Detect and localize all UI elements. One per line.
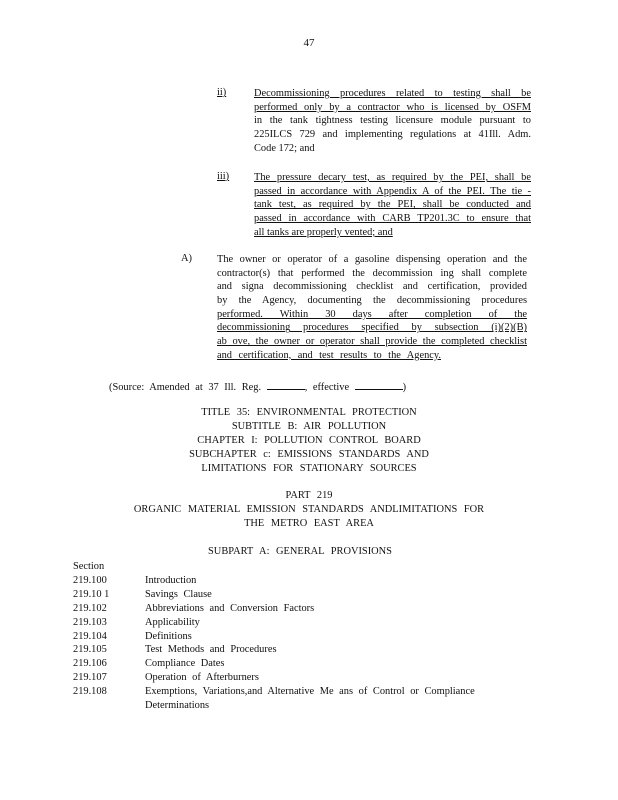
text-line: passed in accordance with Appendix A of the PEI. The tie - [254, 185, 531, 197]
section-title: Exemptions, Variations,and Alternative Me ans of Control or Compliance [145, 686, 475, 698]
section-title: Applicability [145, 616, 200, 628]
part-heading [0, 489, 618, 531]
text-line: tank test, as required by the PEI, shall be conducted and [254, 199, 531, 211]
section-row [73, 643, 513, 657]
list-item-text [254, 171, 531, 239]
section-row [73, 685, 513, 699]
source-suffix: ) [402, 382, 407, 393]
text-line: in the tank tightness testing licensure module pursuant to [254, 115, 531, 127]
section-header: Section [73, 561, 105, 572]
list-item-iii [217, 171, 531, 243]
section-number: 219.108 [73, 686, 107, 698]
section-title: Savings Clause [145, 588, 212, 600]
subpart-heading: SUBPART A: GENERAL PROVISIONS [208, 546, 392, 557]
text-line: Code 172; and [254, 142, 315, 154]
section-title: Operation of Afterburners [145, 672, 259, 684]
text-line: contractor(s) that performed the decommission ing shall complete [217, 267, 527, 279]
source-effective: effective [312, 382, 350, 393]
heading-line: PART 219 [285, 490, 333, 501]
section-title: Definitions [145, 630, 192, 642]
text-line: passed in accordance with CARB TP201.3C to ensure that [254, 213, 531, 225]
text-line: ab ove, the owner or operator shall provide the completed checklist [217, 336, 527, 348]
text-line: The pressure decary test, as required by the PEI, shall be [254, 172, 531, 183]
list-marker: iii) [217, 171, 230, 182]
source-prefix: (Source: Amended at 37 Ill. Reg. [109, 382, 262, 393]
heading-line: THE METRO EAST AREA [244, 518, 374, 529]
section-number: 219.10 1 [73, 588, 110, 600]
section-list [73, 574, 513, 713]
list-item-ii [217, 87, 531, 159]
source-separator: , [304, 382, 308, 393]
list-marker: A) [181, 253, 192, 264]
section-title: Introduction [145, 575, 197, 586]
heading-line: SUBTITLE B: AIR POLLUTION [231, 421, 387, 432]
heading-line: ORGANIC MATERIAL EMISSION STANDARDS ANDLIMITATIONS FOR [133, 504, 485, 515]
effective-date-blank [355, 379, 403, 390]
section-row [73, 616, 513, 630]
text-line: by the Agency, documenting the decommissioning procedures [217, 295, 527, 307]
text-line: all tanks are properly vented; and [254, 226, 393, 238]
section-title: Compliance Dates [145, 658, 225, 670]
heading-line: CHAPTER I: POLLUTION CONTROL BOARD [197, 435, 421, 446]
source-note [109, 379, 406, 393]
section-row [73, 602, 513, 616]
section-row [73, 574, 513, 588]
section-title: Determinations [145, 700, 210, 712]
text-line: and signa decommissioning checklist and certification, provided [217, 281, 527, 293]
text-line: The owner or operator of a gasoline dispensing operation and the [217, 254, 527, 265]
section-number: 219.103 [73, 616, 107, 628]
text-line: performed. Within 30 days after completion of the [217, 308, 527, 320]
register-blank [267, 379, 305, 390]
list-item-text [217, 253, 527, 363]
section-row [73, 699, 513, 713]
title-heading [0, 406, 618, 476]
text-line: decommissioning procedures specified by subsection (i)(2)(B) [217, 322, 527, 334]
section-number: 219.104 [73, 630, 107, 642]
text-line: Decommissioning procedures related to testing shall be [254, 88, 531, 99]
section-number: 219.107 [73, 672, 107, 684]
section-number: 219.106 [73, 658, 107, 670]
heading-line: SUBCHAPTER c: EMISSIONS STANDARDS AND [189, 449, 429, 460]
section-number: 219.102 [73, 602, 107, 614]
section-number: 219.105 [73, 644, 107, 656]
text-line: performed only by a contractor who is licensed by OSFM [254, 101, 531, 113]
heading-line: TITLE 35: ENVIRONMENTAL PROTECTION [201, 407, 417, 418]
text-line: and certification, and test results to the Agency. [217, 349, 441, 361]
section-title: Test Methods and Procedures [145, 644, 277, 656]
list-item-text [254, 87, 531, 155]
section-row [73, 657, 513, 671]
section-row [73, 588, 513, 602]
heading-line: LIMITATIONS FOR STATIONARY SOURCES [201, 463, 417, 474]
list-marker: ii) [217, 87, 227, 98]
section-row [73, 630, 513, 644]
text-line: 225ILCS 729 and implementing regulations at 41Ill. Adm. [254, 129, 531, 141]
section-row [73, 671, 513, 685]
list-item-a [181, 253, 529, 365]
section-number: 219.100 [73, 575, 107, 586]
section-title: Abbreviations and Conversion Factors [145, 602, 315, 614]
page-number: 47 [303, 37, 315, 49]
